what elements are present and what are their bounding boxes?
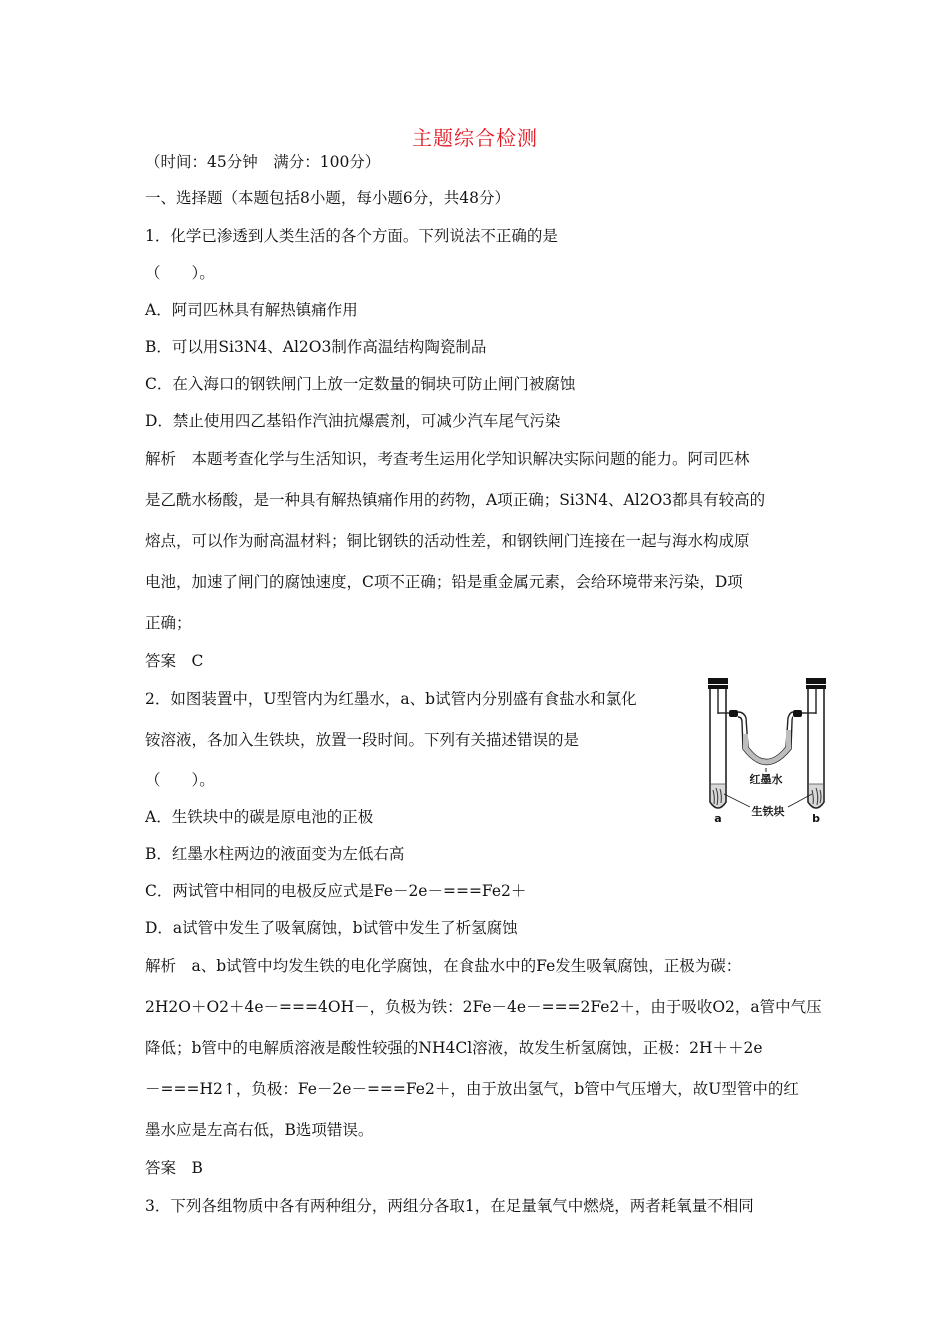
q1-analysis-line: 电池，加速了闸门的腐蚀速度，C项不正确；铅是重金属元素，会给环境带来污染，D项 <box>145 573 743 591</box>
label-red-ink: 红墨水 <box>749 773 783 786</box>
q1-answer: 答案 C <box>145 652 204 670</box>
q3-stem-line: 3．下列各组物质中各有两种组分，两组分各取1，在足量氧气中燃烧，两者耗氧量不相同 <box>145 1197 754 1215</box>
q1-option-a: A．阿司匹林具有解热镇痛作用 <box>145 301 358 319</box>
q2-option-d: D．a试管中发生了吸氧腐蚀，b试管中发生了析氢腐蚀 <box>145 919 518 937</box>
q1-analysis-line: 解析 本题考查化学与生活知识，考查考生运用化学知识解决实际问题的能力。阿司匹林 <box>145 450 750 468</box>
q1-option-d: D．禁止使用四乙基铅作汽油抗爆震剂，可减少汽车尾气污染 <box>145 412 561 430</box>
page-title: 主题综合检测 <box>412 126 538 150</box>
q2-analysis-line: －===H2↑，负极：Fe－2e－===Fe2＋，由于放出氢气，b管中气压增大，故U型管中的红 <box>145 1080 799 1098</box>
q1-analysis-line: 正确； <box>145 614 192 632</box>
q2-blank: （ ）。 <box>145 771 215 789</box>
q1-blank: （ ）。 <box>145 264 215 282</box>
q1-option-b: B．可以用Si3N4、Al2O3制作高温结构陶瓷制品 <box>145 338 487 356</box>
q1-analysis-line: 熔点，可以作为耐高温材料；铜比钢铁的活动性差，和钢铁闸门连接在一起与海水构成原 <box>145 532 750 550</box>
q2-option-b: B．红墨水柱两边的液面变为左低右高 <box>145 845 405 863</box>
q2-analysis-line: 降低；b管中的电解质溶液是酸性较强的NH4Cl溶液，故发生析氢腐蚀，正极：2H＋＋2e <box>145 1039 763 1057</box>
exam-info: （时间：45分钟 满分：100分） <box>145 153 381 171</box>
q2-stem-line: 2．如图装置中，U型管内为红墨水，a、b试管内分别盛有食盐水和氯化 <box>145 690 637 708</box>
q2-stem-line: 铵溶液，各加入生铁块，放置一段时间。下列有关描述错误的是 <box>145 731 580 749</box>
q2-answer: 答案 B <box>145 1159 203 1177</box>
label-tube-b: b <box>812 812 820 825</box>
u-tube-apparatus-figure <box>696 672 836 832</box>
q2-analysis-line: 墨水应是左高右低，B选项错误。 <box>145 1121 374 1139</box>
q1-option-c: C．在入海口的钢铁闸门上放一定数量的铜块可防止闸门被腐蚀 <box>145 375 576 393</box>
q2-option-a: A．生铁块中的碳是原电池的正极 <box>145 808 374 826</box>
label-cast-iron: 生铁块 <box>751 805 785 818</box>
q2-analysis-line: 2H2O＋O2＋4e－===4OH－，负极为铁：2Fe－4e－===2Fe2＋，由于吸收O2，a管中气压 <box>145 998 822 1016</box>
q1-stem: 1．化学已渗透到人类生活的各个方面。下列说法不正确的是 <box>145 227 558 245</box>
q2-analysis-line: 解析 a、b试管中均发生铁的电化学腐蚀，在食盐水中的Fe发生吸氧腐蚀，正极为碳： <box>145 957 742 975</box>
section-heading: 一、选择题（本题包括8小题，每小题6分，共48分） <box>145 189 510 207</box>
label-tube-a: a <box>714 812 722 825</box>
q2-option-c: C．两试管中相同的电极反应式是Fe－2e－===Fe2＋ <box>145 882 527 900</box>
q1-analysis-line: 是乙酰水杨酸，是一种具有解热镇痛作用的药物，A项正确；Si3N4、Al2O3都具有较高的 <box>145 491 766 509</box>
